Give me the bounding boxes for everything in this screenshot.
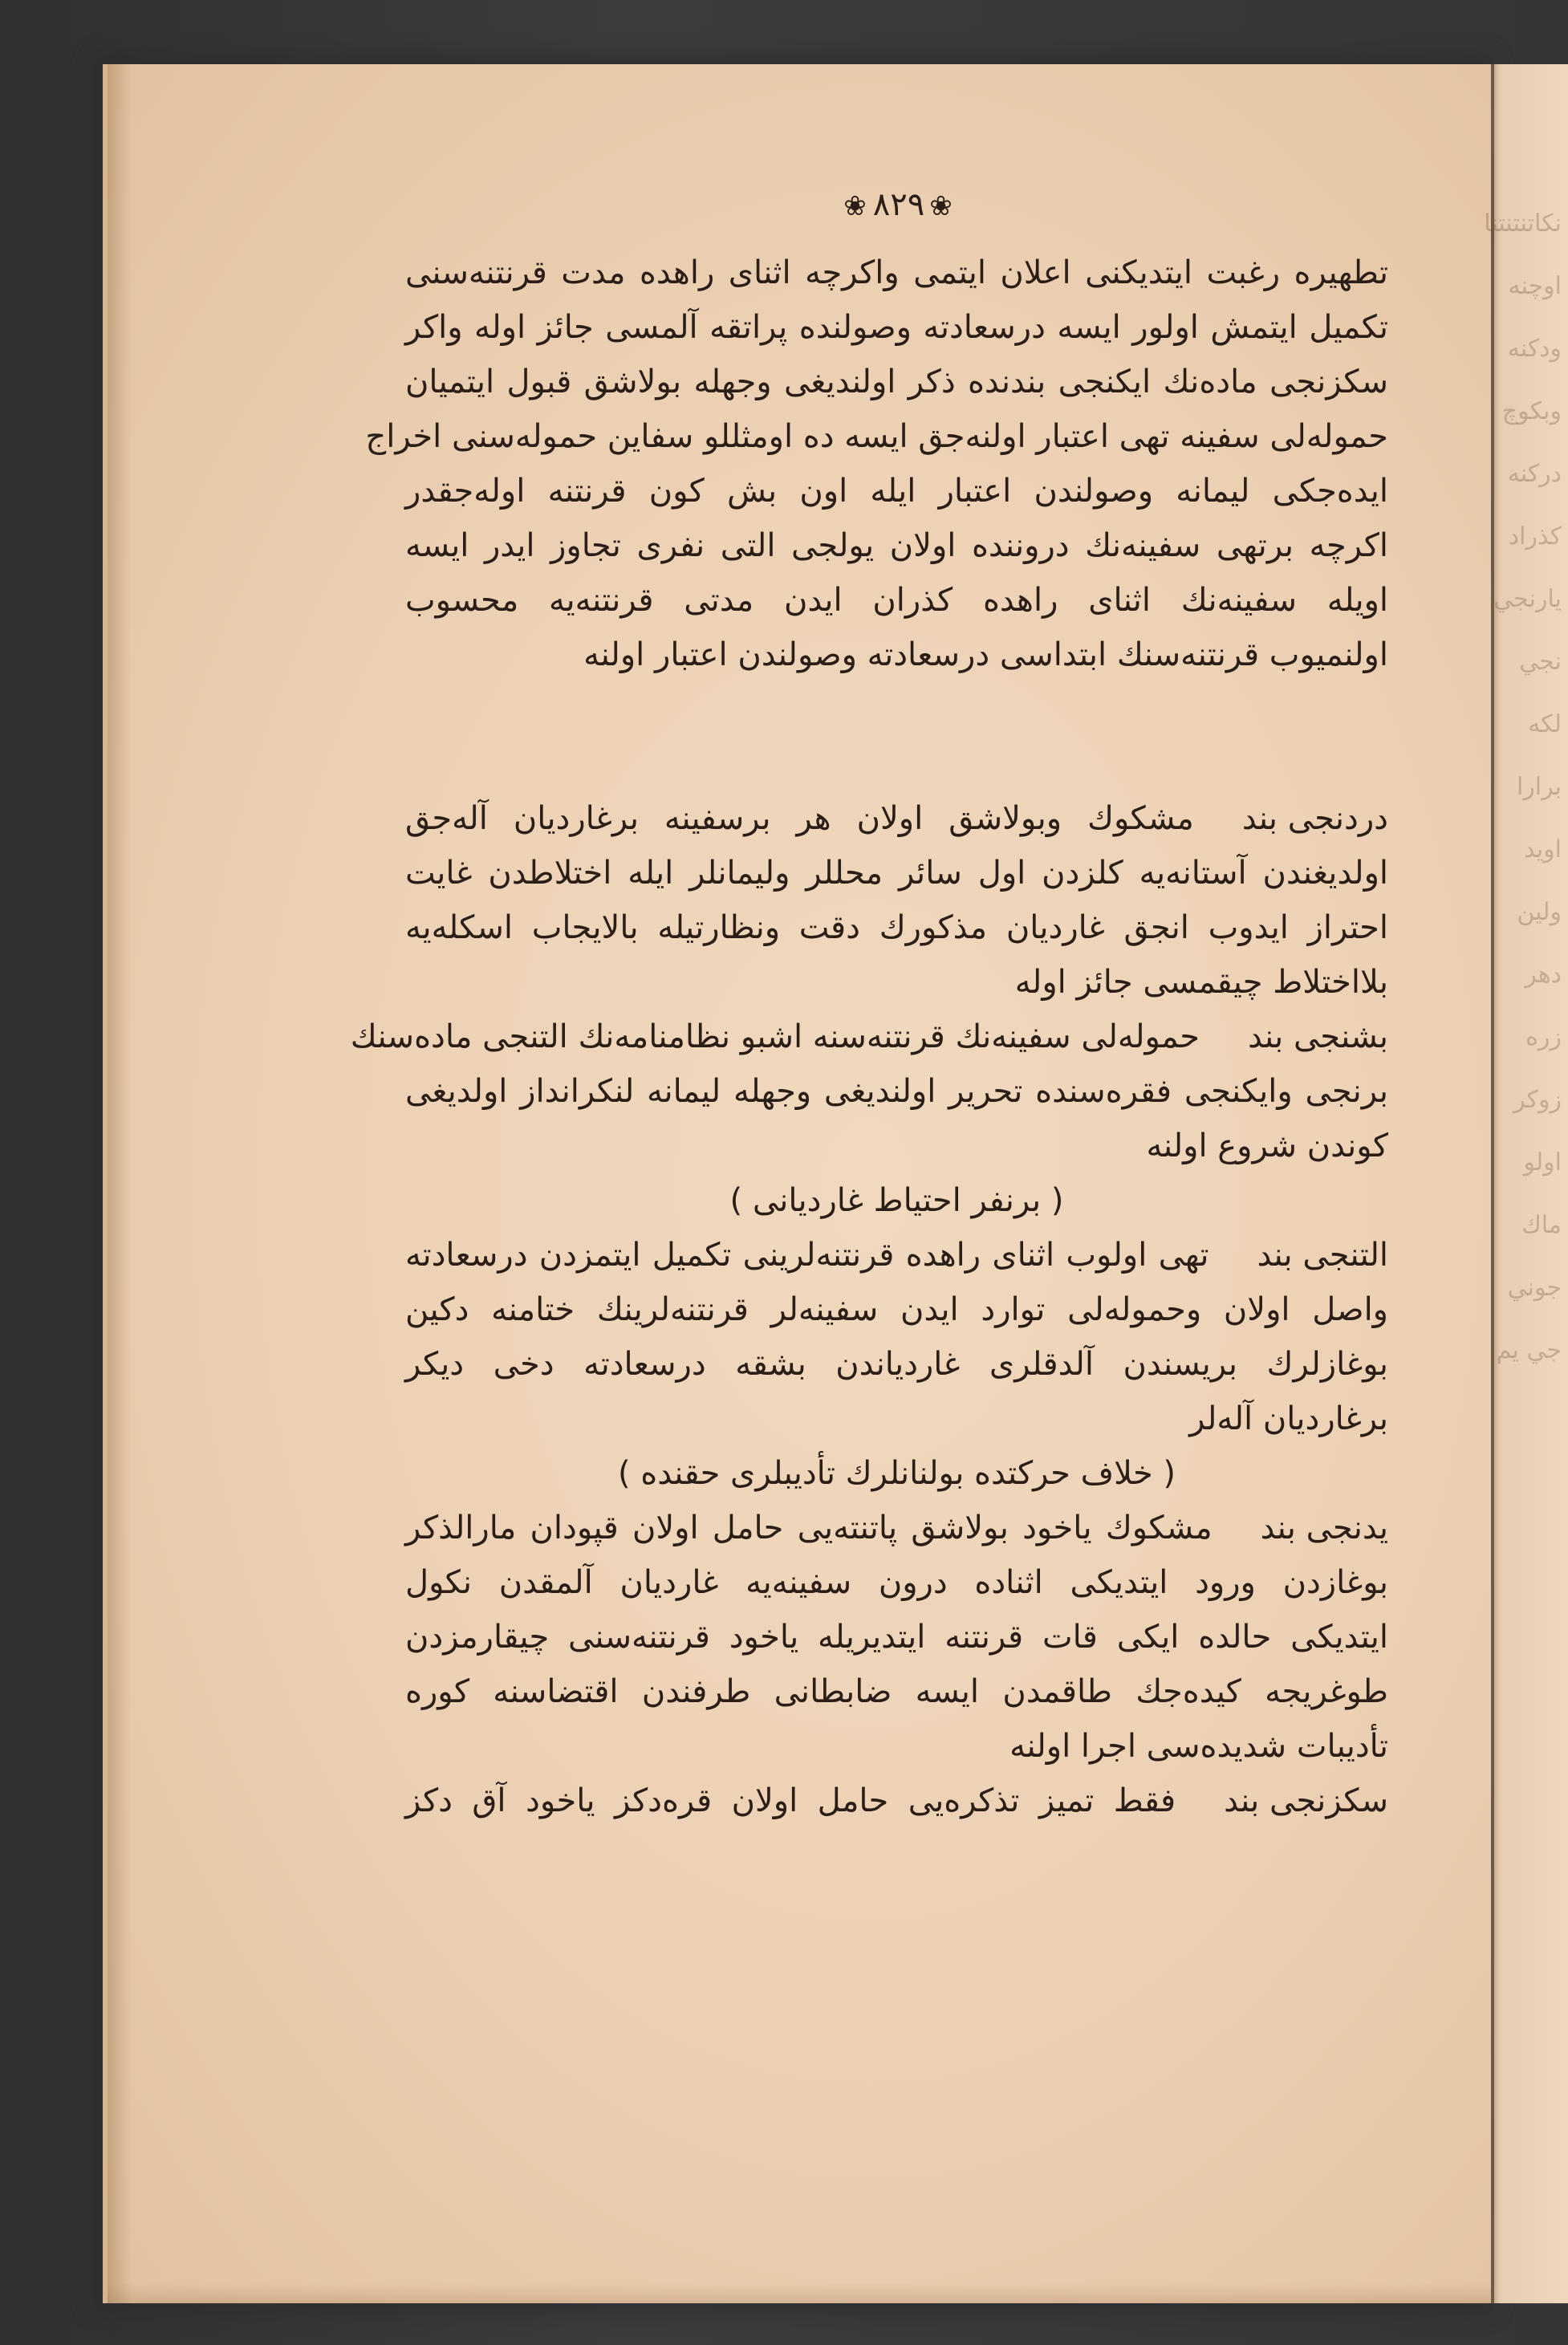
article-8-line (405, 1774, 1388, 1828)
ornament-icon: ❀ (843, 190, 868, 222)
text-line: واصل اولان وحموله‌لی توارد ایدن سفینه‌لر قرنتنه‌لرینك ختامنه دکین (405, 1291, 1388, 1328)
facing-fragment: يارنجي (1493, 585, 1562, 613)
section-heading: ( برنفر احتیاط غاردیانی ) (729, 1182, 1064, 1219)
facing-fragment: اويد (1524, 835, 1562, 864)
article-7-label: یدنجی بند (1260, 1510, 1388, 1546)
text-line: اولنمیوب قرنتنه‌سنك ابتداسی درسعادته وصولندن اعتبار اولنه (583, 636, 1388, 673)
facing-fragment: لكه (1528, 710, 1562, 738)
text-line: کوندن شروع اولنه (1146, 1128, 1388, 1164)
page-number-value: ۸۲۹ (872, 186, 925, 223)
text-line: برغاردیان آله‌لر (1189, 1400, 1388, 1437)
article-4-label: دردنجی بند (1241, 800, 1388, 837)
facing-fragment: جوني (1507, 1274, 1562, 1302)
text-line: بوغازدن ورود ایتدیکی اثناده درون سفینه‌یه غاردیان آلمقدن نکول (405, 1564, 1388, 1601)
facing-fragment: نجي (1519, 648, 1562, 676)
text-line: تأدیبات شدیده‌سی اجرا اولنه (1009, 1728, 1388, 1765)
ornament-icon: ❀ (929, 190, 954, 222)
article-6-line (405, 1228, 1388, 1282)
paragraph-gap (405, 682, 1388, 737)
page-gutter-line (1491, 64, 1494, 2303)
text-line: سکزنجی ماده‌نك ایکنجی بندنده ذکر اولندیغی وجهله بولاشق قبول ایتمیان (405, 364, 1388, 400)
facing-fragment: زوكر (1513, 1086, 1562, 1114)
article-8-text: فقط تمیز تذکره‌یی حامل اولان قره‌دکز یاخود آق دکز (405, 1782, 1176, 1819)
facing-fragment: ولين (1517, 898, 1562, 926)
facing-fragment: برارا (1516, 773, 1562, 801)
article-6-text: تهی اولوب اثنای راهده قرنتنه‌لرینی تکمیل ایتمزدن درسعادته (405, 1237, 1209, 1274)
text-line: حموله‌لی سفینه تهی اعتبار اولنه‌جق ایسه ده اومثللو سفاین حموله‌سنی اخراج (365, 418, 1388, 455)
article-5-label: بشنجی بند (1248, 1018, 1388, 1055)
section-heading: ( خلاف حرکتده بولنانلرك تأدیبلری حقنده ) (617, 1455, 1176, 1492)
facing-fragment: جي يم (1496, 1336, 1562, 1364)
facing-fragment: زره (1525, 1023, 1562, 1051)
article-8-label: سکزنجی بند (1224, 1782, 1388, 1819)
page-number (810, 186, 987, 223)
text-line: طوغریجه کیده‌جك طاقمدن ایسه ضابطانی طرفندن اقتضاسنه کوره (405, 1673, 1388, 1710)
facing-fragment: ودكنه (1507, 335, 1562, 363)
text-line: اویله سفینه‌نك اثنای راهده کذران ایدن مدتی قرنتنه‌یه محسوب (405, 582, 1388, 619)
article-4-line (405, 791, 1388, 846)
facing-fragment: ماك (1521, 1211, 1562, 1239)
facing-fragment: دركنه (1507, 460, 1562, 488)
text-line: ایده‌جکی لیمانه وصولندن اعتبار ایله اون بش کون قرنتنه اوله‌جقدر (405, 473, 1388, 510)
text-line: اکرچه برتهی سفینه‌نك دروننده اولان یولجی التی نفری تجاوز ایدر ایسه (405, 527, 1388, 564)
article-6-label: التنجی بند (1257, 1237, 1388, 1274)
facing-fragment: وبكوچ (1501, 397, 1562, 425)
facing-page-text (1484, 193, 1562, 2199)
paragraph-gap (405, 737, 1388, 791)
article-4-text: مشکوك وبولاشق اولان هر برسفینه برغاردیان آله‌جق (405, 800, 1194, 837)
text-line: برنجی وایکنجی فقره‌سنده تحریر اولندیغی وجهله لیمانه لنکرانداز اولدیغی (405, 1073, 1388, 1110)
article-5-text: حموله‌لی سفینه‌نك قرنتنه‌سنه اشبو نظامنامه‌نك التنجی ماده‌سنك (350, 1018, 1200, 1055)
page-body (350, 246, 1388, 1828)
text-line: احتراز ایدوب انجق غاردیان مذکورك دقت ونظارتیله بالایجاب اسکله‌یه (405, 909, 1388, 946)
facing-fragment: اوچنه (1508, 272, 1562, 300)
article-5-line (350, 1010, 1388, 1064)
facing-fragment: كذراد (1508, 522, 1562, 551)
text-line: تکمیل ایتمش اولور ایسه درسعادته وصولنده پراتقه آلمسی جائز اوله واکر (405, 309, 1388, 346)
text-line: تطهیره رغبت ایتدیکنی اعلان ایتمی واکرچه اثنای راهده مدت قرنتنه‌سنی (405, 254, 1388, 291)
facing-fragment: دهر (1525, 961, 1562, 989)
page-bottom-shade (108, 2282, 1491, 2303)
text-line: ایتدیکی حالده ایکی قات قرنتنه ایتدیریله یاخود قرنتنه‌سنی چیقارمزدن (405, 1619, 1388, 1656)
text-line: بوغازلرك بریسندن آلدقلری غاردیاندن بشقه درسعادته دخی دیکر (405, 1346, 1388, 1383)
text-line: اولدیغندن آستانه‌یه کلزدن اول سائر محللر ولیمانلر ایله اختلاطدن غایت (405, 855, 1388, 892)
article-7-line (405, 1501, 1388, 1555)
facing-fragment: اولو (1523, 1148, 1562, 1177)
text-line: بلااختلاط چیقمسی جائز اوله (1014, 964, 1388, 1001)
facing-fragment: نكاتنتنتنا (1484, 209, 1562, 238)
page-gutter-shade (108, 64, 132, 2303)
article-7-text: مشکوك یاخود بولاشق پاتنته‌یی حامل اولان قپودان مارالذکر (405, 1510, 1213, 1546)
